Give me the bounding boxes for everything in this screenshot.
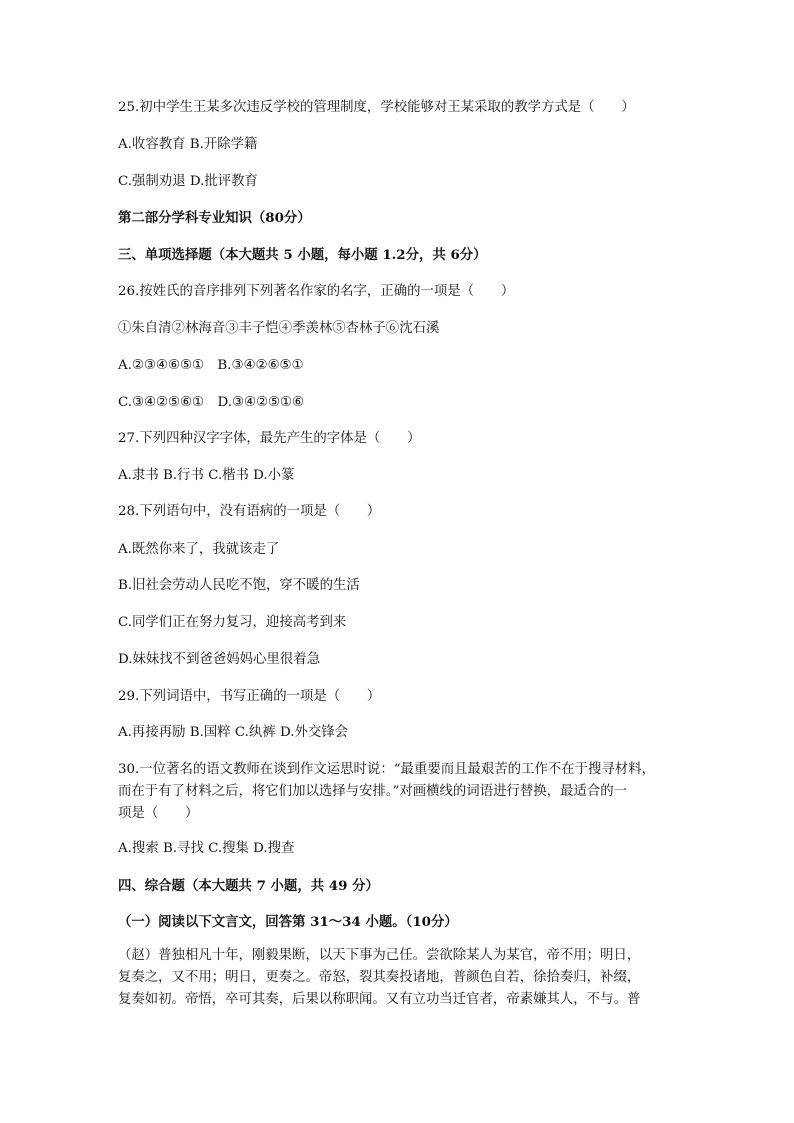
subsection-one-heading: （一）阅读以下文言文，回答第 31～34 小题。（10分） (118, 914, 458, 930)
question-28: 28.下列语句中，没有语病的一项是（ ） (118, 504, 381, 519)
question-25-options-cd: C.强制劝退 D.批评教育 (118, 174, 258, 189)
question-28-option-b: B.旧社会劳动人民吃不饱，穿不暖的生活 (118, 578, 360, 593)
passage-line: 复奏之，又不用；明日，更奏之。帝怒，裂其奏投诸地，普颜色自若，徐拾奏归，补缀， (118, 970, 641, 985)
classical-passage (118, 945, 678, 1011)
question-29-options: A.再接再励 B.国粹 C.纨裤 D.外交锋会 (118, 725, 349, 740)
section-four-heading: 四、综合题（本大题共 7 小题，共 49 分） (118, 878, 379, 894)
question-25-options-ab: A.收容教育 B.开除学籍 (118, 137, 258, 152)
question-28-option-a: A.既然你来了，我就该走了 (118, 542, 280, 557)
question-26-options-cd: C.③④②⑤⑥① D.③④②⑤①⑥ (118, 395, 304, 410)
question-28-option-d: D.妹妹找不到爸爸妈妈心里很着急 (118, 652, 320, 667)
question-26-options-ab: A.②③④⑥⑤① B.③④②⑥⑤① (118, 358, 304, 373)
passage-line: 复奏如初。帝悟，卒可其奏，后果以称职闻。又有立功当迁官者，帝素嫌其人，不与。普 (118, 992, 641, 1007)
question-27: 27.下列四种汉字字体，最先产生的字体是（ ） (118, 431, 421, 446)
question-29: 29.下列词语中，书写正确的一项是（ ） (118, 689, 381, 704)
question-26: 26.按姓氏的音序排列下列著名作家的名字，正确的一项是（ ） (118, 284, 515, 299)
question-30-line: 而在于有了材料之后，将它们加以选择与安排。”对画横线的词语进行替换，最适合的一 (118, 784, 627, 799)
question-30 (118, 759, 678, 825)
passage-line: （赵）普独相凡十年，刚毅果断，以天下事为己任。尝欲除某人为某官，帝不用；明日， (118, 948, 641, 963)
question-30-line: 项是（ ） (118, 806, 199, 821)
part-two-heading: 第二部分学科专业知识（80分） (118, 210, 311, 226)
question-30-options: A.搜索 B.寻找 C.搜集 D.搜查 (118, 841, 295, 856)
section-three-heading: 三、单项选择题（本大题共 5 小题，每小题 1.2分，共 6分） (118, 247, 487, 263)
question-25: 25.初中学生王某多次违反学校的管理制度，学校能够对王某采取的教学方式是（ ） (118, 100, 635, 115)
question-26-names: ①朱自清②林海音③丰子恺④季羡林⑤杏林子⑥沈石溪 (118, 321, 440, 336)
question-28-option-c: C.同学们正在努力复习，迎接高考到来 (118, 615, 347, 630)
question-27-options: A.隶书 B.行书 C.楷书 D.小篆 (118, 468, 295, 483)
question-30-line: 30.一位著名的语文教师在谈到作文运思时说：“最重要而且最艰苦的工作不在于搜寻材料， (118, 762, 655, 777)
